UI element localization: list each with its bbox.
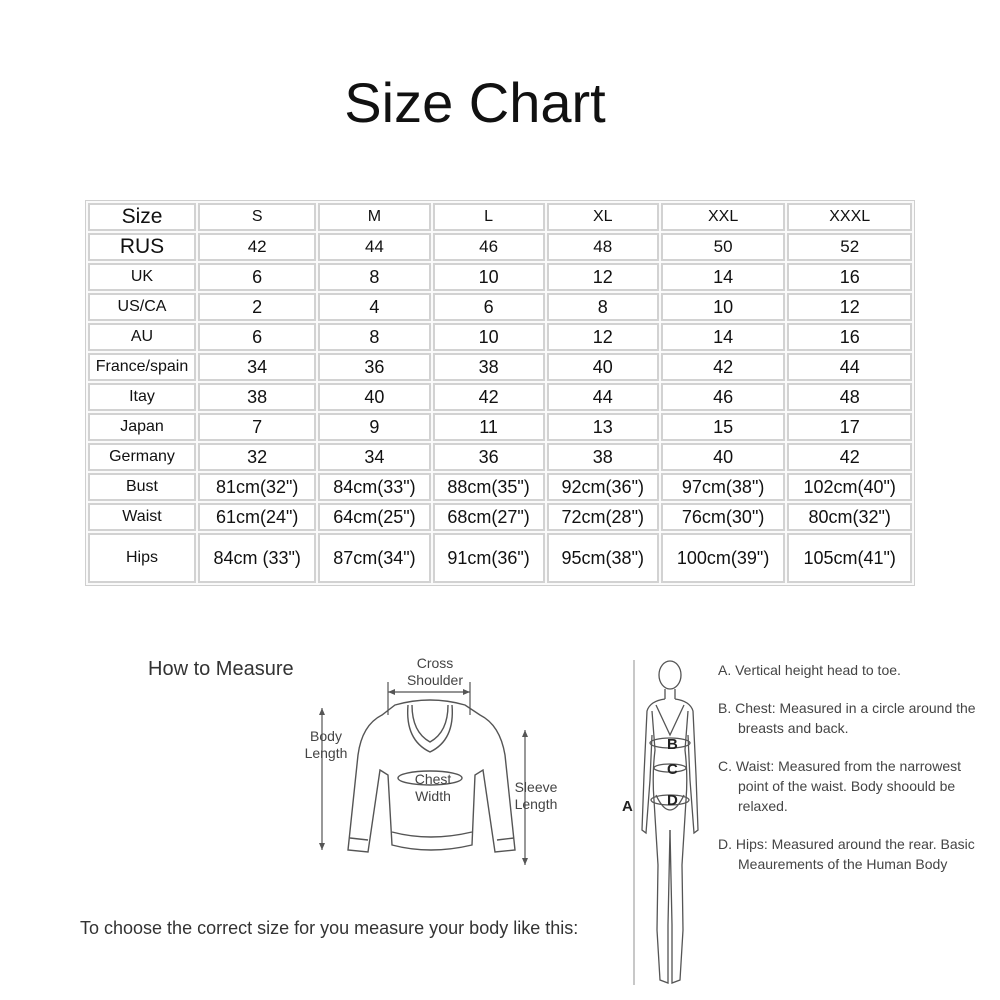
- table-cell: 88cm(35"): [433, 473, 545, 501]
- table-cell: 14: [661, 263, 786, 291]
- table-cell: 12: [787, 293, 912, 321]
- table-cell: 97cm(38"): [661, 473, 786, 501]
- table-cell: 36: [318, 353, 430, 381]
- table-cell: 8: [547, 293, 659, 321]
- table-cell: 52: [787, 233, 912, 261]
- note-hips: [718, 834, 988, 874]
- note-text: C. Waist: Measured from the narrowest point of the waist. Body shoould be relaxed.: [718, 758, 962, 814]
- note-text: B. Chest: Measured in a circle around the breasts and back.: [718, 700, 976, 736]
- row-label-cell: Itay: [88, 383, 196, 411]
- table-row: [88, 383, 912, 411]
- table-cell: 34: [318, 443, 430, 471]
- table-cell: 46: [661, 383, 786, 411]
- body-label-b: B: [667, 736, 678, 753]
- table-cell: 34: [198, 353, 316, 381]
- table-cell: 6: [198, 323, 316, 351]
- cross-shoulder-label: Cross Shoulder: [406, 655, 464, 688]
- garment-diagram: [300, 660, 580, 880]
- table-cell: 12: [547, 323, 659, 351]
- table-cell: 12: [547, 263, 659, 291]
- table-cell: 81cm(32"): [198, 473, 316, 501]
- header-row: [88, 203, 912, 231]
- table-cell: 7: [198, 413, 316, 441]
- row-label-cell: RUS: [88, 233, 196, 261]
- table-cell: 14: [661, 323, 786, 351]
- size-header-cell: M: [318, 203, 430, 231]
- row-label-cell: Japan: [88, 413, 196, 441]
- table-row: [88, 293, 912, 321]
- table-row: [88, 323, 912, 351]
- table-cell: 38: [433, 353, 545, 381]
- table-cell: 38: [547, 443, 659, 471]
- page-title: Size Chart: [344, 71, 606, 134]
- table-cell: 80cm(32"): [787, 503, 912, 531]
- table-cell: 15: [661, 413, 786, 441]
- table-cell: 64cm(25"): [318, 503, 430, 531]
- table-cell: 13: [547, 413, 659, 441]
- table-row: [88, 533, 912, 583]
- row-label-cell: US/CA: [88, 293, 196, 321]
- table-cell: 100cm(39"): [661, 533, 786, 583]
- table-cell: 8: [318, 263, 430, 291]
- table-cell: 42: [433, 383, 545, 411]
- chest-width-label: Chest Width: [414, 771, 452, 804]
- table-row: [88, 413, 912, 441]
- table-cell: 42: [787, 443, 912, 471]
- size-header-cell: XL: [547, 203, 659, 231]
- table-row: [88, 233, 912, 261]
- row-label-cell: France/spain: [88, 353, 196, 381]
- header-label-cell: Size: [88, 203, 196, 231]
- row-label-cell: Hips: [88, 533, 196, 583]
- table-cell: 92cm(36"): [547, 473, 659, 501]
- table-cell: 50: [661, 233, 786, 261]
- table-cell: 84cm (33"): [198, 533, 316, 583]
- table-cell: 61cm(24"): [198, 503, 316, 531]
- size-header-cell: L: [433, 203, 545, 231]
- how-to-measure-title: How to Measure: [148, 658, 294, 680]
- size-header-cell: S: [198, 203, 316, 231]
- table-cell: 8: [318, 323, 430, 351]
- table-cell: 32: [198, 443, 316, 471]
- table-cell: 17: [787, 413, 912, 441]
- table-cell: 40: [547, 353, 659, 381]
- measurement-notes: [718, 660, 988, 892]
- table-cell: 72cm(28"): [547, 503, 659, 531]
- table-cell: 9: [318, 413, 430, 441]
- table-cell: 44: [787, 353, 912, 381]
- table-cell: 16: [787, 263, 912, 291]
- table-row: [88, 473, 912, 501]
- row-label-cell: Waist: [88, 503, 196, 531]
- body-label-d: D: [667, 792, 678, 809]
- table-cell: 42: [198, 233, 316, 261]
- sleeve-length-label: Sleeve Length: [514, 779, 558, 812]
- row-label-cell: AU: [88, 323, 196, 351]
- body-label-a: A: [622, 798, 633, 815]
- table-cell: 16: [787, 323, 912, 351]
- table-cell: 36: [433, 443, 545, 471]
- table-cell: 91cm(36"): [433, 533, 545, 583]
- table-row: [88, 263, 912, 291]
- table-cell: 95cm(38"): [547, 533, 659, 583]
- table-cell: 6: [433, 293, 545, 321]
- table-cell: 87cm(34"): [318, 533, 430, 583]
- table-cell: 105cm(41"): [787, 533, 912, 583]
- table-cell: 84cm(33"): [318, 473, 430, 501]
- choose-size-text: To choose the correct size for you measure your body like this:: [80, 918, 579, 938]
- body-length-label: Body Length: [304, 728, 348, 761]
- table-cell: 46: [433, 233, 545, 261]
- table-cell: 42: [661, 353, 786, 381]
- table-cell: 11: [433, 413, 545, 441]
- table-cell: 38: [198, 383, 316, 411]
- table-cell: 4: [318, 293, 430, 321]
- row-label-cell: Germany: [88, 443, 196, 471]
- table-cell: 2: [198, 293, 316, 321]
- table-cell: 40: [318, 383, 430, 411]
- body-label-c: C: [667, 761, 678, 778]
- table-cell: 68cm(27"): [433, 503, 545, 531]
- table-cell: 76cm(30"): [661, 503, 786, 531]
- note-height: [718, 660, 988, 680]
- size-chart-table: [85, 200, 915, 586]
- table-cell: 48: [787, 383, 912, 411]
- body-figure: [630, 655, 710, 995]
- table-cell: 10: [433, 263, 545, 291]
- size-header-cell: XXXL: [787, 203, 912, 231]
- table-row: [88, 443, 912, 471]
- table-cell: 44: [547, 383, 659, 411]
- table-cell: 40: [661, 443, 786, 471]
- table-cell: 48: [547, 233, 659, 261]
- note-text: A. Vertical height head to toe.: [718, 662, 901, 678]
- row-label-cell: UK: [88, 263, 196, 291]
- table-row: [88, 353, 912, 381]
- table-cell: 6: [198, 263, 316, 291]
- note-waist: [718, 756, 988, 816]
- table-cell: 44: [318, 233, 430, 261]
- row-label-cell: Bust: [88, 473, 196, 501]
- note-chest: [718, 698, 988, 738]
- table-cell: 10: [661, 293, 786, 321]
- table-cell: 10: [433, 323, 545, 351]
- note-text: D. Hips: Measured around the rear. Basic Meaurements of the Human Body: [718, 836, 975, 872]
- table-cell: 102cm(40"): [787, 473, 912, 501]
- table-row: [88, 503, 912, 531]
- size-header-cell: XXL: [661, 203, 786, 231]
